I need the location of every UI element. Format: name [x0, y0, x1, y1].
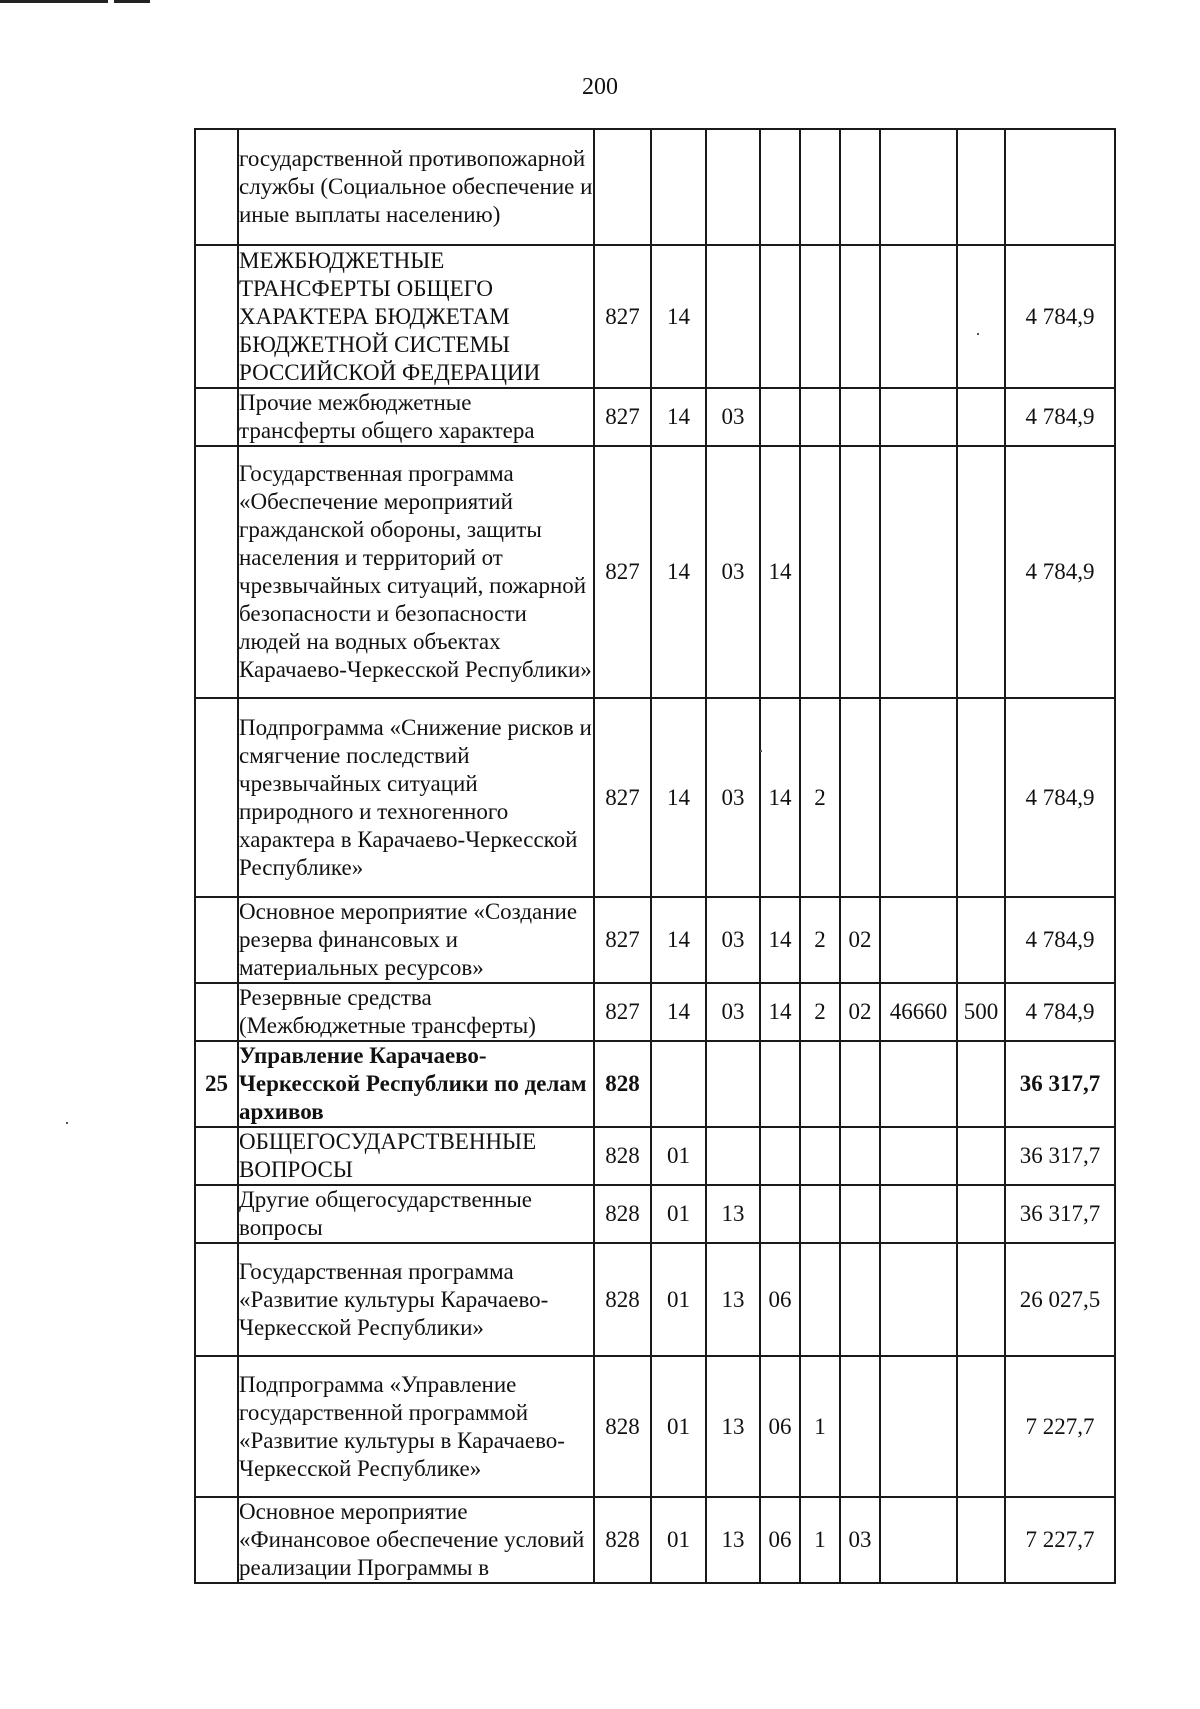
direction-code-cell: [880, 1497, 957, 1583]
section-code-cell: 14: [651, 698, 706, 897]
ministry-code-cell: 827: [594, 446, 651, 698]
table-row: [195, 1127, 1115, 1185]
table-row: [195, 245, 1115, 388]
amount-cell: 36 317,7: [1005, 1041, 1115, 1127]
expense-type-code-cell: [957, 388, 1005, 446]
section-code-cell: 01: [651, 1243, 706, 1356]
ministry-code-cell: 828: [594, 1185, 651, 1243]
table-row: [195, 1243, 1115, 1356]
program-code-cell: [760, 1041, 800, 1127]
program-code-cell: [760, 245, 800, 388]
event-code-cell: [840, 1356, 880, 1497]
expense-type-code-cell: [957, 1041, 1005, 1127]
row-name-cell: Основное мероприятие «Создание резерва финансовых и материальных ресурсов»: [238, 897, 594, 983]
row-number-cell: [195, 1127, 238, 1185]
direction-code-cell: [880, 1243, 957, 1356]
row-name-cell: МЕЖБЮДЖЕТНЫЕ ТРАНСФЕРТЫ ОБЩЕГО ХАРАКТЕРА БЮДЖЕТАМ БЮДЖЕТНОЙ СИСТЕМЫ РОССИЙСКОЙ ФЕДЕРАЦИИ: [238, 245, 594, 388]
subsection-code-cell: [706, 1127, 760, 1185]
subsection-code-cell: 13: [706, 1497, 760, 1583]
table-row: [195, 1185, 1115, 1243]
table-row: [195, 1041, 1115, 1127]
section-code-cell: 01: [651, 1185, 706, 1243]
expense-type-code-cell: [957, 129, 1005, 245]
row-number-cell: [195, 129, 238, 245]
program-code-cell: 14: [760, 698, 800, 897]
table-row: [195, 129, 1115, 245]
direction-code-cell: [880, 1356, 957, 1497]
table-row: [195, 1356, 1115, 1497]
subprogram-code-cell: [800, 1127, 840, 1185]
subprogram-code-cell: [800, 1185, 840, 1243]
event-code-cell: [840, 245, 880, 388]
page-number: 200: [582, 74, 618, 100]
program-code-cell: [760, 129, 800, 245]
scan-speck: [977, 333, 979, 335]
section-code-cell: 14: [651, 446, 706, 698]
event-code-cell: 03: [840, 1497, 880, 1583]
subprogram-code-cell: 2: [800, 698, 840, 897]
row-name-cell: ОБЩЕГОСУДАРСТВЕННЫЕ ВОПРОСЫ: [238, 1127, 594, 1185]
direction-code-cell: [880, 1041, 957, 1127]
subsection-code-cell: [706, 129, 760, 245]
section-code-cell: 14: [651, 897, 706, 983]
event-code-cell: [840, 129, 880, 245]
event-code-cell: [840, 1243, 880, 1356]
amount-cell: 7 227,7: [1005, 1356, 1115, 1497]
program-code-cell: 14: [760, 897, 800, 983]
row-number-cell: [195, 1185, 238, 1243]
expense-type-code-cell: [957, 1185, 1005, 1243]
section-code-cell: 14: [651, 983, 706, 1041]
program-code-cell: [760, 1127, 800, 1185]
ministry-code-cell: 827: [594, 897, 651, 983]
amount-cell: 36 317,7: [1005, 1185, 1115, 1243]
expense-type-code-cell: [957, 698, 1005, 897]
ministry-code-cell: 828: [594, 1041, 651, 1127]
amount-cell: [1005, 129, 1115, 245]
program-code-cell: 14: [760, 446, 800, 698]
row-number-cell: [195, 388, 238, 446]
event-code-cell: 02: [840, 897, 880, 983]
direction-code-cell: [880, 388, 957, 446]
budget-table: [194, 128, 1116, 1584]
subprogram-code-cell: [800, 245, 840, 388]
amount-cell: 4 784,9: [1005, 983, 1115, 1041]
budget-table-body: [195, 129, 1115, 1583]
ministry-code-cell: [594, 129, 651, 245]
table-row: [195, 897, 1115, 983]
subsection-code-cell: 03: [706, 983, 760, 1041]
ministry-code-cell: 828: [594, 1356, 651, 1497]
expense-type-code-cell: [957, 1127, 1005, 1185]
row-number-cell: [195, 1497, 238, 1583]
table-row: [195, 698, 1115, 897]
subprogram-code-cell: 1: [800, 1497, 840, 1583]
event-code-cell: 02: [840, 983, 880, 1041]
subsection-code-cell: 03: [706, 897, 760, 983]
direction-code-cell: [880, 245, 957, 388]
row-name-cell: Прочие межбюджетные трансферты общего характера: [238, 388, 594, 446]
subsection-code-cell: [706, 245, 760, 388]
row-number-cell: [195, 245, 238, 388]
scan-speck: [66, 1122, 68, 1124]
amount-cell: 36 317,7: [1005, 1127, 1115, 1185]
ministry-code-cell: 828: [594, 1127, 651, 1185]
row-number-cell: [195, 983, 238, 1041]
amount-cell: 4 784,9: [1005, 897, 1115, 983]
subsection-code-cell: [706, 1041, 760, 1127]
amount-cell: 4 784,9: [1005, 698, 1115, 897]
amount-cell: 4 784,9: [1005, 245, 1115, 388]
direction-code-cell: [880, 1185, 957, 1243]
program-code-cell: [760, 388, 800, 446]
section-code-cell: 14: [651, 245, 706, 388]
ministry-code-cell: 827: [594, 388, 651, 446]
ministry-code-cell: 827: [594, 983, 651, 1041]
subsection-code-cell: 13: [706, 1185, 760, 1243]
section-code-cell: 14: [651, 388, 706, 446]
row-number-cell: 25: [195, 1041, 238, 1127]
row-number-cell: [195, 1243, 238, 1356]
subprogram-code-cell: [800, 388, 840, 446]
event-code-cell: [840, 1127, 880, 1185]
subprogram-code-cell: [800, 129, 840, 245]
subsection-code-cell: 13: [706, 1243, 760, 1356]
program-code-cell: [760, 1185, 800, 1243]
table-row: [195, 446, 1115, 698]
event-code-cell: [840, 1041, 880, 1127]
scan-speck: [760, 750, 762, 752]
expense-type-code-cell: [957, 245, 1005, 388]
row-name-cell: государственной противопожарной службы (Социальное обеспечение и иные выплаты населению): [238, 129, 594, 245]
expense-type-code-cell: 500: [957, 983, 1005, 1041]
direction-code-cell: [880, 129, 957, 245]
table-row: [195, 388, 1115, 446]
table-row: [195, 1497, 1115, 1583]
event-code-cell: [840, 446, 880, 698]
subprogram-code-cell: 2: [800, 983, 840, 1041]
direction-code-cell: [880, 446, 957, 698]
expense-type-code-cell: [957, 897, 1005, 983]
event-code-cell: [840, 698, 880, 897]
program-code-cell: 06: [760, 1356, 800, 1497]
expense-type-code-cell: [957, 446, 1005, 698]
row-number-cell: [195, 698, 238, 897]
expense-type-code-cell: [957, 1243, 1005, 1356]
row-name-cell: Основное мероприятие «Финансовое обеспечение условий реализации Программы в: [238, 1497, 594, 1583]
subsection-code-cell: 03: [706, 388, 760, 446]
section-code-cell: 01: [651, 1497, 706, 1583]
row-number-cell: [195, 897, 238, 983]
subprogram-code-cell: 1: [800, 1356, 840, 1497]
row-name-cell: Государственная программа «Обеспечение мероприятий гражданской обороны, защиты населения и территорий от чрезвычайных ситуаций, пожарной безопасности и безопасности людей на водных объектах Карачаево-Черкесской Республики»: [238, 446, 594, 698]
row-name-cell: Другие общегосударственные вопросы: [238, 1185, 594, 1243]
program-code-cell: 06: [760, 1497, 800, 1583]
row-number-cell: [195, 446, 238, 698]
section-code-cell: 01: [651, 1127, 706, 1185]
direction-code-cell: [880, 698, 957, 897]
event-code-cell: [840, 388, 880, 446]
program-code-cell: 06: [760, 1243, 800, 1356]
subsection-code-cell: 13: [706, 1356, 760, 1497]
row-number-cell: [195, 1356, 238, 1497]
amount-cell: 7 227,7: [1005, 1497, 1115, 1583]
ministry-code-cell: 828: [594, 1497, 651, 1583]
section-code-cell: 01: [651, 1356, 706, 1497]
row-name-cell: Управление Карачаево-Черкесской Республики по делам архивов: [238, 1041, 594, 1127]
row-name-cell: Подпрограмма «Снижение рисков и смягчение последствий чрезвычайных ситуаций природного и техногенного характера в Карачаево-Черкесской Республике»: [238, 698, 594, 897]
expense-type-code-cell: [957, 1356, 1005, 1497]
section-code-cell: [651, 129, 706, 245]
table-row: [195, 983, 1115, 1041]
subprogram-code-cell: [800, 446, 840, 698]
subsection-code-cell: 03: [706, 698, 760, 897]
expense-type-code-cell: [957, 1497, 1005, 1583]
direction-code-cell: [880, 897, 957, 983]
ministry-code-cell: 827: [594, 698, 651, 897]
subprogram-code-cell: 2: [800, 897, 840, 983]
scan-edge-mark: [0, 0, 150, 3]
amount-cell: 4 784,9: [1005, 388, 1115, 446]
ministry-code-cell: 828: [594, 1243, 651, 1356]
section-code-cell: [651, 1041, 706, 1127]
amount-cell: 26 027,5: [1005, 1243, 1115, 1356]
event-code-cell: [840, 1185, 880, 1243]
ministry-code-cell: 827: [594, 245, 651, 388]
direction-code-cell: 46660: [880, 983, 957, 1041]
subprogram-code-cell: [800, 1243, 840, 1356]
subprogram-code-cell: [800, 1041, 840, 1127]
row-name-cell: Подпрограмма «Управление государственной программой «Развитие культуры в Карачаево-Черкесской Республике»: [238, 1356, 594, 1497]
row-name-cell: Государственная программа «Развитие культуры Карачаево-Черкесской Республики»: [238, 1243, 594, 1356]
amount-cell: 4 784,9: [1005, 446, 1115, 698]
row-name-cell: Резервные средства (Межбюджетные трансферты): [238, 983, 594, 1041]
subsection-code-cell: 03: [706, 446, 760, 698]
direction-code-cell: [880, 1127, 957, 1185]
program-code-cell: 14: [760, 983, 800, 1041]
